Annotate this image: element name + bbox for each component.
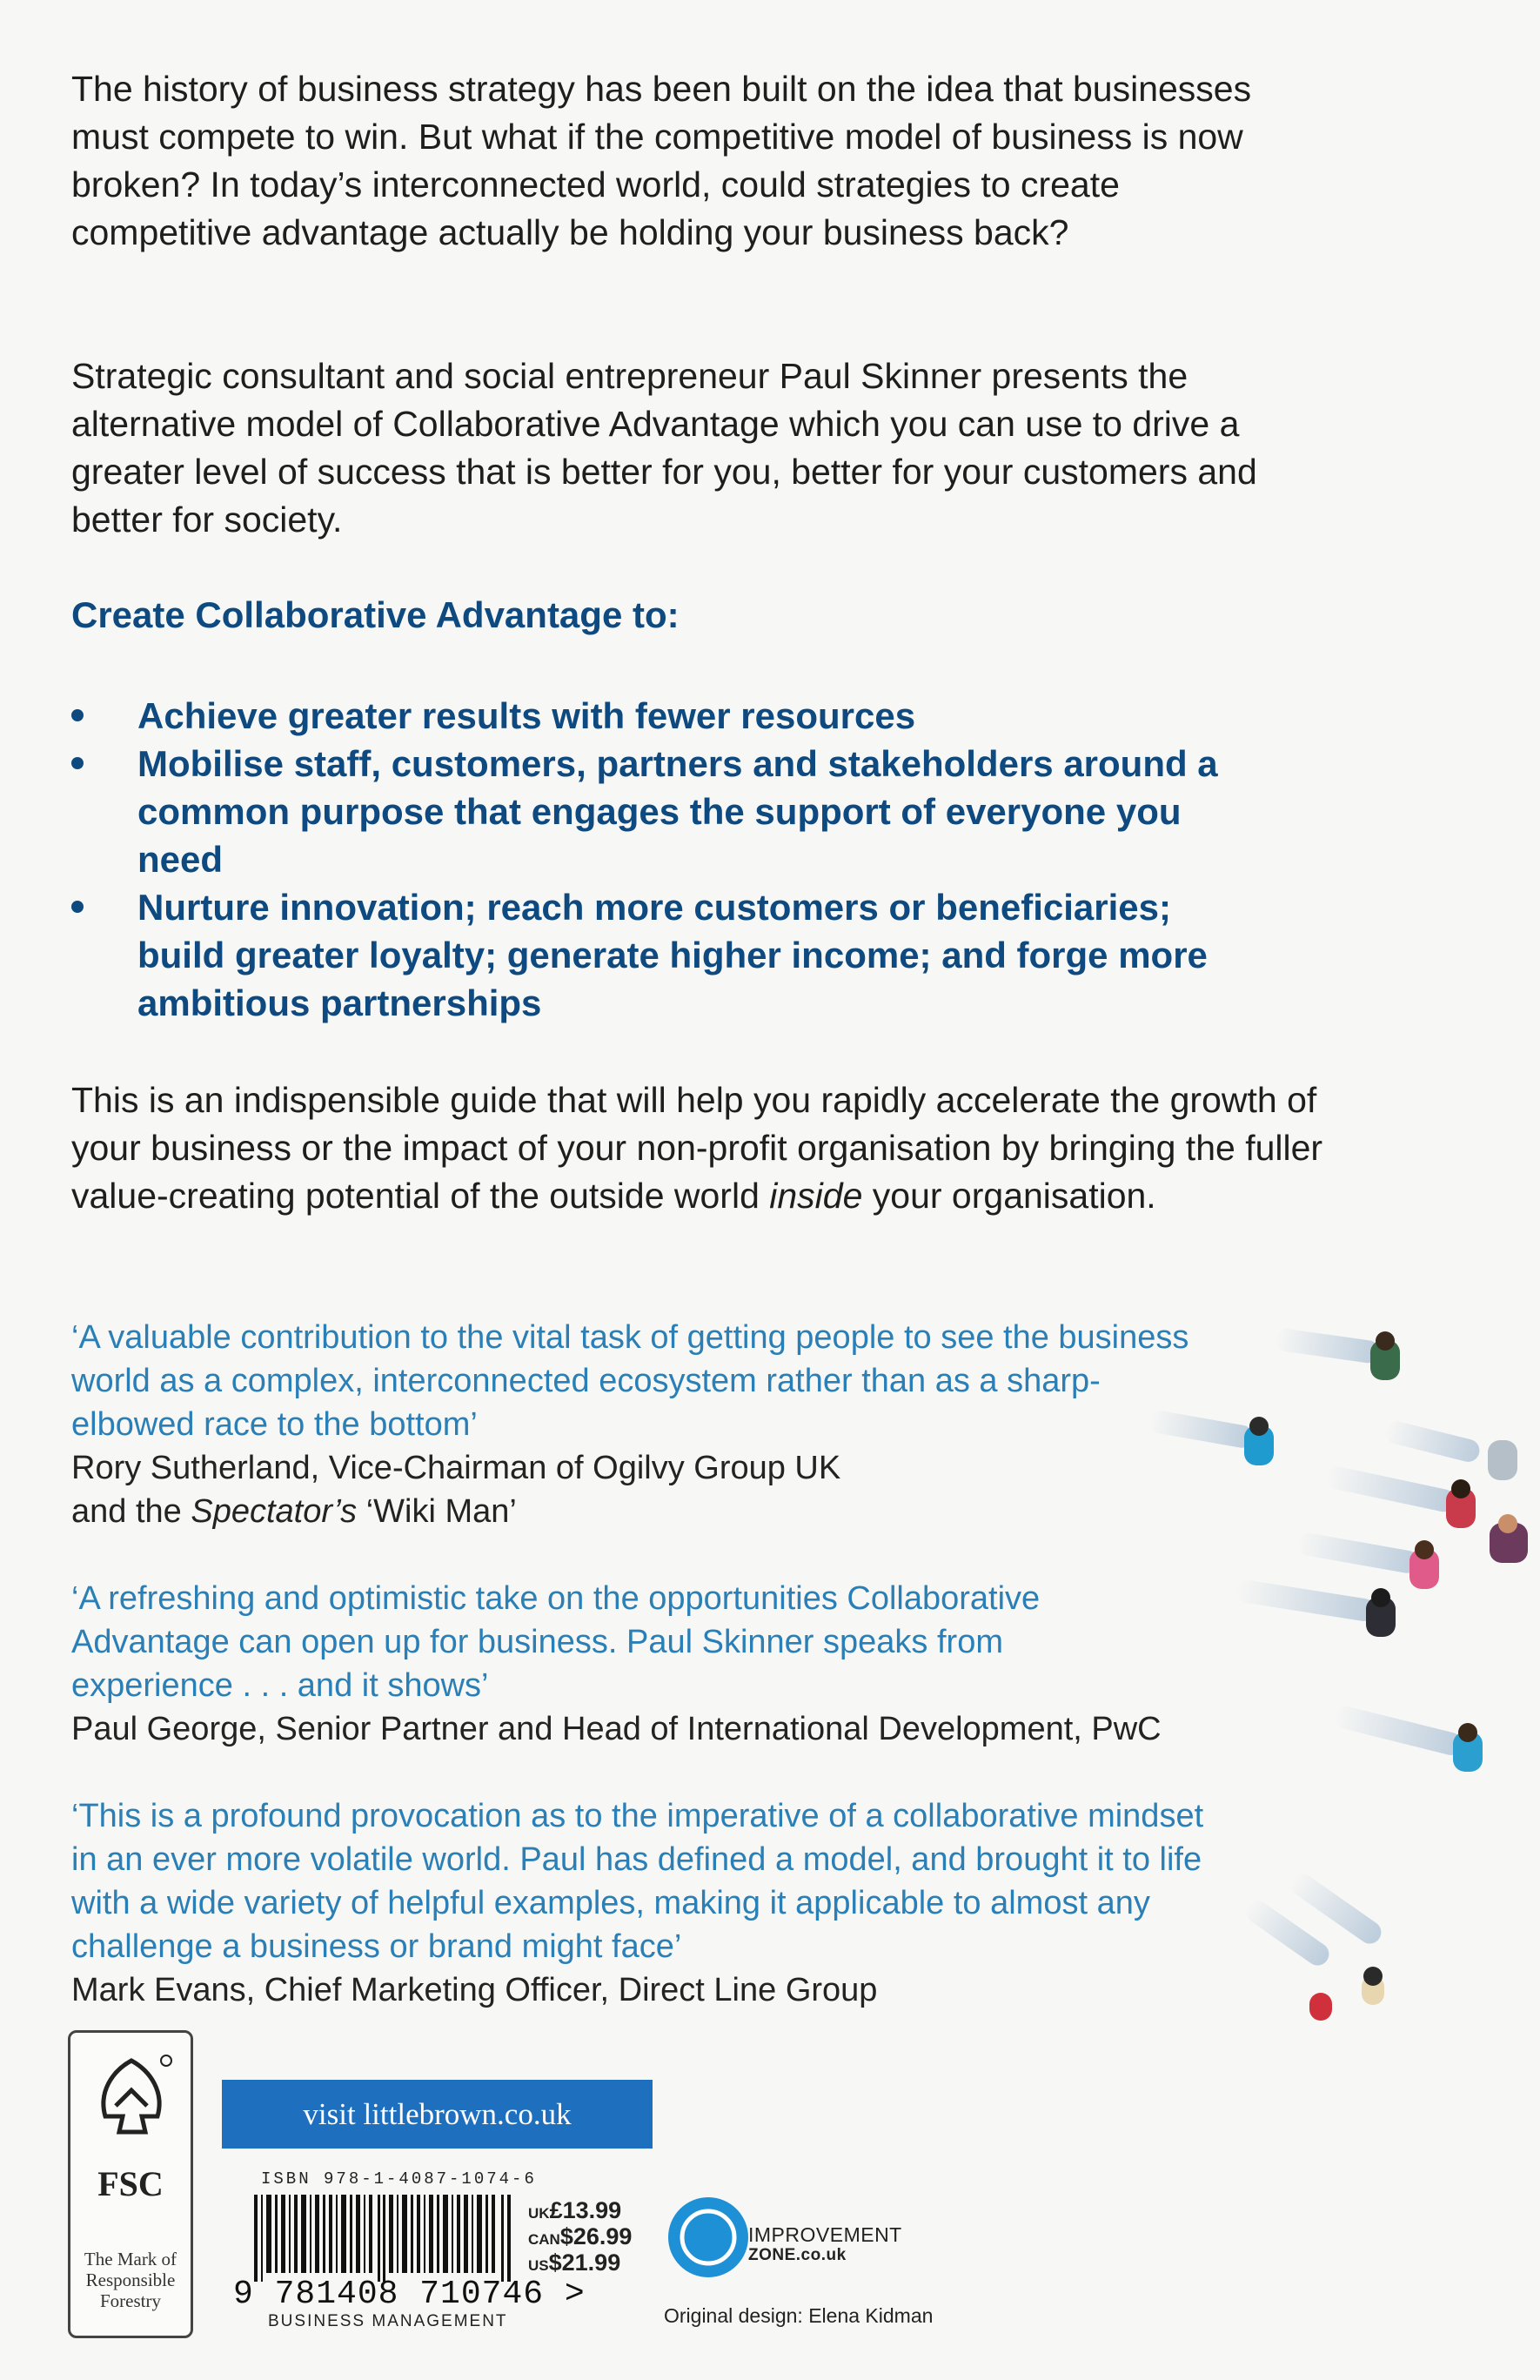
- price-amount: $26.99: [559, 2223, 633, 2249]
- improvement-zone-logo-icon: [665, 2194, 752, 2281]
- price-uk: [528, 2197, 632, 2223]
- quote-attribution: Rory Sutherland, Vice-Chairman of Ogilvy Group UK: [71, 1450, 841, 1486]
- quote-2: [71, 1577, 1162, 1751]
- visit-website-link[interactable]: visit littlebrown.co.uk: [222, 2080, 653, 2149]
- benefits-list: [71, 692, 1237, 1027]
- price-amount: $21.99: [548, 2249, 621, 2276]
- attribution-italic: Spectator’s: [191, 1493, 358, 1530]
- imprint-name: [748, 2224, 902, 2266]
- guide-text-end: your organisation.: [862, 1176, 1156, 1216]
- intro-paragraph-1: The history of business strategy has been built on the idea that businesses must compete to win. But what if the competitive model of business is now broken? In today’s interconnected world, could strategies to create competitive advantage actually be holding your business back?: [71, 69, 1252, 252]
- quote-1: [71, 1316, 1220, 1533]
- people-photo: [1201, 1288, 1540, 2054]
- price-currency: CAN: [528, 2231, 560, 2248]
- benefits-heading: Create Collaborative Advantage to:: [71, 594, 680, 635]
- fsc-label: [68, 2030, 193, 2338]
- attribution-text: and the: [71, 1493, 191, 1530]
- quote-attribution: Paul George, Senior Partner and Head of International Development, PwC: [71, 1711, 1162, 1747]
- quote-text: ‘A valuable contribution to the vital task of getting people to see the business world as a complex, interconnected ecosystem rather than as a sharp-elbowed race to the bottom’: [71, 1319, 1189, 1443]
- price-amount: £13.99: [549, 2197, 622, 2223]
- intro-paragraph-2: Strategic consultant and social entrepreneur Paul Skinner presents the alternative model of Collaborative Advantage which you can use to drive a greater level of success that is better for you, better for your customers and better for society.: [71, 356, 1257, 540]
- benefit-item: Achieve greater results with fewer resources: [71, 692, 1237, 740]
- price-currency: US: [528, 2257, 549, 2274]
- guide-text: This is an indispensible guide that will help you rapidly accelerate the growth of your business or the impact of your non-profit organisation by bringing the fuller value-creating potential of the outside world: [71, 1080, 1323, 1216]
- fsc-tagline: The Mark of Responsible Forestry: [84, 2249, 177, 2311]
- imprint-line: IMPROVEMENT: [748, 2223, 902, 2246]
- isbn-number: ISBN 978-1-4087-1074-6: [261, 2169, 537, 2189]
- guide-emphasis: inside: [769, 1176, 863, 1216]
- quote-attribution: Mark Evans, Chief Marketing Officer, Direct Line Group: [71, 1972, 878, 2008]
- attribution-text: ‘Wiki Man’: [357, 1493, 517, 1530]
- guide-paragraph: [71, 1076, 1324, 1220]
- quote-text: ‘This is a profound provocation as to the imperative of a collaborative mindset in an ever more volatile world. Paul has defined a model, and brought it to life with a wide variety of helpful examples, making it applicable to almost any challenge a business or brand might face’: [71, 1798, 1204, 1965]
- design-credit: Original design: Elena Kidman: [664, 2304, 934, 2327]
- quote-text: ‘A refreshing and optimistic take on the opportunities Collaborative Advantage can open up for business. Paul Skinner speaks from experience . . . and it shows’: [71, 1580, 1041, 1704]
- barcode-image: [254, 2195, 515, 2282]
- price-can: [528, 2223, 632, 2249]
- quote-attribution: [71, 1490, 1220, 1533]
- quote-3: [71, 1794, 1220, 2012]
- benefit-item: Mobilise staff, customers, partners and stakeholders around a common purpose that engages the support of everyone you need: [71, 740, 1237, 883]
- price-currency: UK: [528, 2205, 550, 2222]
- imprint-line: ZONE.co.uk: [748, 2246, 847, 2264]
- price-us: [528, 2249, 632, 2276]
- category-label: BUSINESS MANAGEMENT: [268, 2312, 508, 2330]
- price-list: [528, 2197, 632, 2276]
- benefit-item: Nurture innovation; reach more customers or beneficiaries; build greater loyalty; generate higher income; and forge more ambitious partnerships: [71, 883, 1237, 1027]
- fsc-word: FSC: [97, 2164, 164, 2203]
- fsc-tree-icon: [90, 2054, 173, 2149]
- barcode-digits: 9 781408 710746 >: [233, 2276, 586, 2313]
